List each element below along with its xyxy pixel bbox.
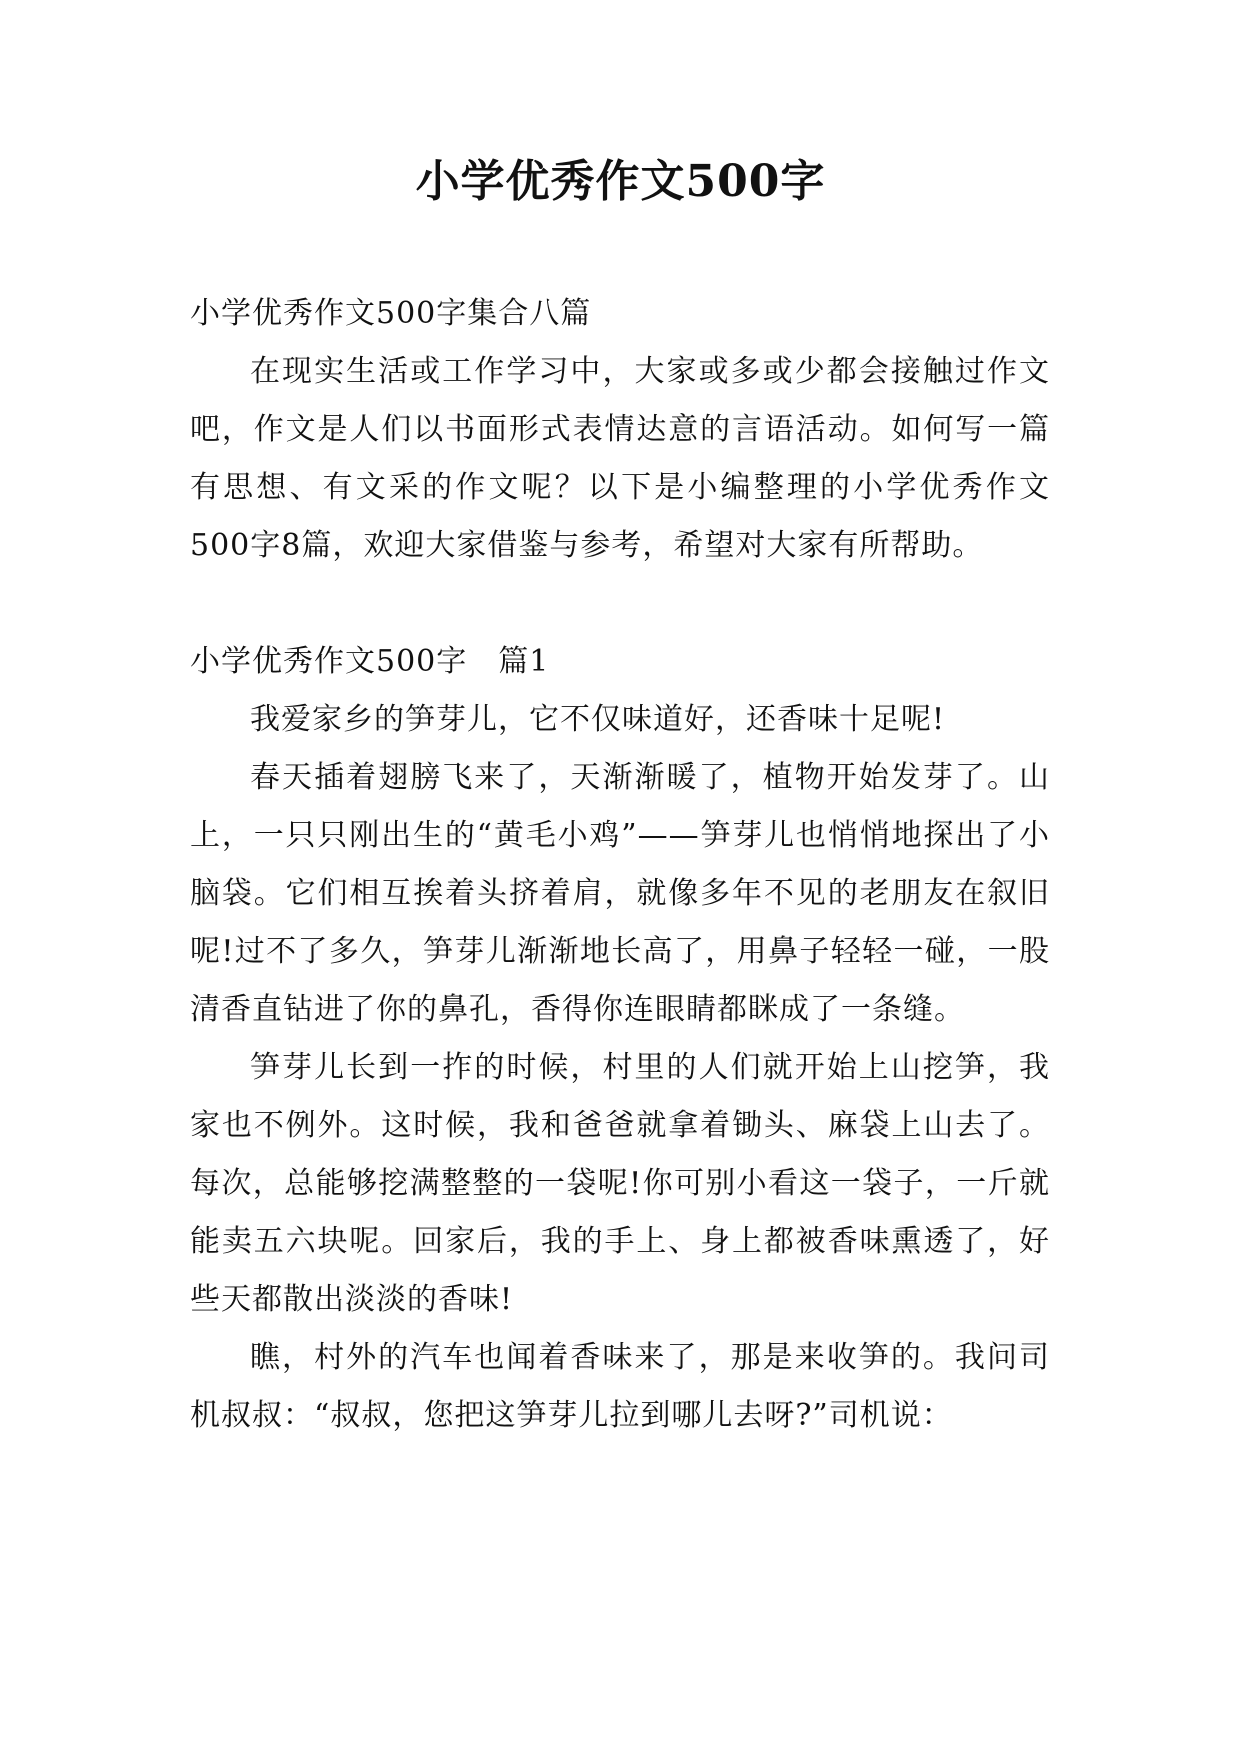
- section1-paragraph: 瞧，村外的汽车也闻着香味来了，那是来收笋的。我问司机叔叔：“叔叔，您把这笋芽儿拉到哪儿去呀?”司机说：: [190, 1340, 1050, 1433]
- section1-paragraph: 春天插着翅膀飞来了，天渐渐暖了，植物开始发芽了。山上，一只只刚出生的“黄毛小鸡”——笋芽儿也悄悄地探出了小脑袋。它们相互挨着头挤着肩，就像多年不见的老朋友在叙旧呢!过不了多久，笋芽儿渐渐地长高了，用鼻子轻轻一碰，一股清香直钻进了你的鼻孔，香得你连眼睛都眯成了一条缝。: [190, 760, 1050, 1027]
- intro-paragraph: 在现实生活或工作学习中，大家或多或少都会接触过作文吧，作文是人们以书面形式表情达意的言语活动。如何写一篇有思想、有文采的作文呢？以下是小编整理的小学优秀作文500字8篇，欢迎大家借鉴与参考，希望对大家有所帮助。: [190, 354, 1050, 563]
- section1-paragraph: 我爱家乡的笋芽儿，它不仅味道好，还香味十足呢!: [250, 702, 946, 737]
- section-spacer: [190, 575, 1050, 633]
- document-title: 小学优秀作文500字: [415, 156, 826, 207]
- document-body: [190, 285, 1050, 1445]
- section-heading-1: 小学优秀作文500字 篇1: [190, 644, 550, 679]
- intro-heading: 小学优秀作文500字集合八篇: [190, 296, 592, 331]
- section1-paragraph: 笋芽儿长到一拃的时候，村里的人们就开始上山挖笋，我家也不例外。这时候，我和爸爸就拿着锄头、麻袋上山去了。每次，总能够挖满整整的一袋呢!你可别小看这一袋子，一斤就能卖五六块呢。回家后，我的手上、身上都被香味熏透了，好些天都散出淡淡的香味!: [190, 1050, 1050, 1317]
